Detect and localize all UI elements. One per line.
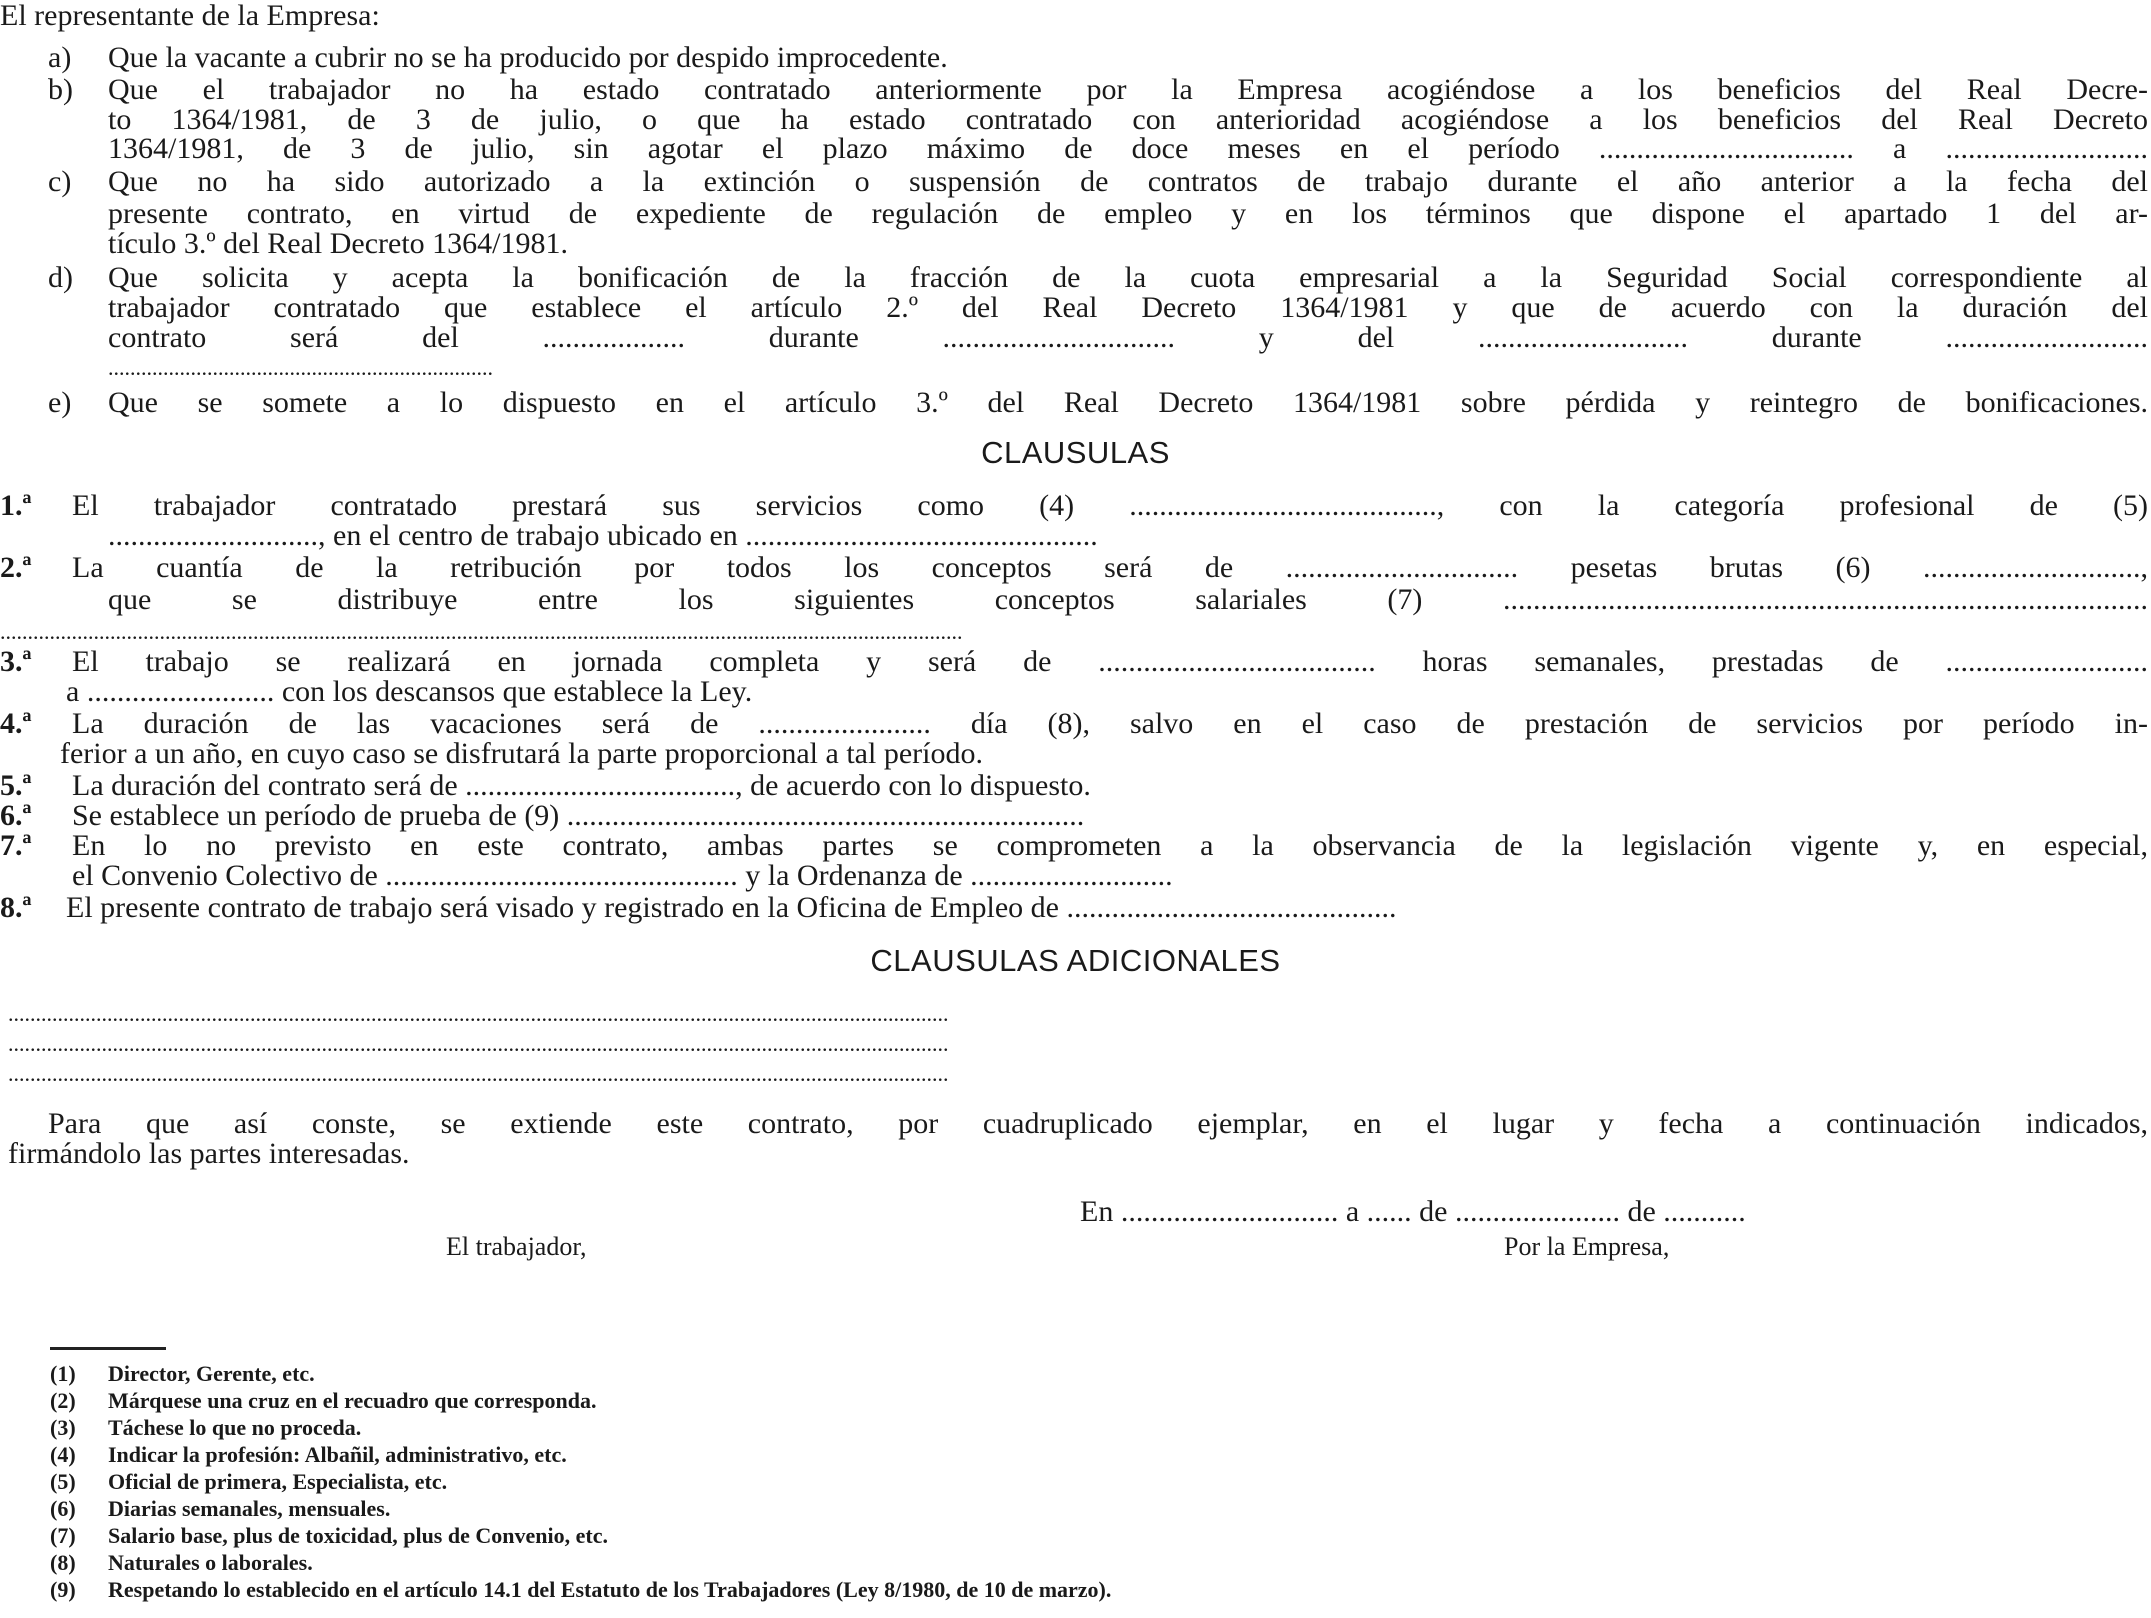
clausula-label: 2.ª — [0, 551, 32, 584]
clausula-2-line3 — [0, 616, 2151, 648]
clausula-1-line2 — [0, 520, 2151, 552]
declaration-text: to 1364/1981, de 3 de julio, o que ha estado contratado con anterioridad acogiéndose a los beneficios del Real Decreto — [108, 104, 2148, 136]
footnote-text: Respetando lo establecido en el artículo 14.1 del Estatuto de los Trabajadores (Ley 8/1980, de 10 de marzo). — [108, 1577, 1112, 1602]
clausula-label: 8.ª — [0, 891, 32, 924]
declaration-text: Que solicita y acepta la bonificación de la fracción de la cuota empresarial a la Seguridad Social correspondiente al — [108, 262, 2148, 294]
footnote-number: (9) — [50, 1577, 76, 1602]
clausula-text: ............................................................................................................................................................................... — [0, 619, 963, 644]
clausula-text: La cuantía de la retribución por todos los conceptos será de ............................... pesetas brutas (6) ............................., — [72, 552, 2148, 584]
footnote-text: Indicar la profesión: Albañil, administrativo, etc. — [108, 1442, 567, 1467]
clausula-label: 1.ª — [0, 489, 32, 522]
adicional-line — [0, 1058, 2151, 1090]
footnote-text: Naturales o laborales. — [108, 1550, 313, 1575]
dotted-line: ........................................................................................................................................................................... — [8, 1061, 949, 1086]
declaration-text: tículo 3.º del Real Decreto 1364/1981. — [108, 227, 569, 260]
clausula-8 — [0, 892, 2151, 924]
declaration-label: b) — [48, 73, 73, 106]
clausula-label: 6.ª — [0, 799, 32, 832]
clausula-label: 4.ª — [0, 707, 32, 740]
footnote — [50, 1523, 608, 1549]
clausula-text: El trabajador contratado prestará sus servicios como (4) ........................................., con la categoría profesional de (5) — [72, 490, 2148, 522]
closing-text: firmándolo las partes interesadas. — [8, 1137, 410, 1170]
clausula-text: Se establece un período de prueba de (9) ..................................................................... — [72, 799, 1085, 832]
clausula-text: La duración de las vacaciones será de ....................... día (8), salvo en el caso de prestación de servicios por período in- — [72, 708, 2148, 740]
closing-line-1 — [0, 1108, 2151, 1140]
dotted-line: ........................................................................................................................................................................... — [8, 1031, 949, 1056]
declaration-text: 1364/1981, de 3 de julio, sin agotar el plazo máximo de doce meses en el período .................................. a ........................... — [108, 133, 2148, 165]
clausula-5 — [0, 770, 2151, 802]
clausula-label: 7.ª — [0, 829, 32, 862]
footnote — [50, 1550, 313, 1576]
clausula-text: a ......................... con los descansos que establece la Ley. — [66, 675, 753, 708]
declaration-text: ...................................................................... — [108, 355, 493, 380]
declaration-text: trabajador contratado que establece el artículo 2.º del Real Decreto 1364/1981 y que de acuerdo con la duración del — [108, 292, 2148, 324]
clausula-4-line2 — [0, 738, 2151, 770]
footnote-number: (8) — [50, 1550, 76, 1575]
clausula-3 — [0, 646, 2151, 678]
clausula-label: 5.ª — [0, 769, 32, 802]
declaration-c-line3 — [0, 228, 2151, 260]
declaration-label: c) — [48, 165, 72, 198]
clausula-2 — [0, 552, 2151, 584]
footnote-number: (7) — [50, 1523, 76, 1548]
clausula-1 — [0, 490, 2151, 522]
dotted-line: ........................................................................................................................................................................... — [8, 1001, 949, 1026]
clausula-2-line2 — [0, 584, 2151, 616]
footnote — [50, 1469, 447, 1495]
declaration-c-line2 — [0, 198, 2151, 230]
clausulas-heading: CLAUSULAS — [981, 435, 1170, 470]
declaration-text: Que el trabajador no ha estado contratado anteriormente por la Empresa acogiéndose a los beneficios del Real Decre- — [108, 74, 2148, 106]
clausula-3-line2 — [0, 676, 2151, 708]
footnote-text: Director, Gerente, etc. — [108, 1361, 315, 1386]
clausula-4 — [0, 708, 2151, 740]
clausula-7-line2 — [0, 860, 2151, 892]
closing-text: Para que así conste, se extiende este contrato, por cuadruplicado ejemplar, en el lugar y fecha a continuación indicados, — [48, 1108, 2148, 1140]
clausula-6 — [0, 800, 2151, 832]
footnote-divider — [50, 1347, 166, 1350]
signature-company: Por la Empresa, — [1504, 1232, 1670, 1261]
clausula-text: El trabajo se realizará en jornada completa y será de ..................................... horas semanales, prestadas de ........................... — [72, 646, 2148, 678]
clausula-text: ferior a un año, en cuyo caso se disfrutará la parte proporcional a tal período. — [60, 737, 983, 770]
clausula-text: La duración del contrato será de ...................................., de acuerdo con lo dispuesto. — [72, 769, 1091, 802]
declaration-c — [0, 166, 2151, 198]
footnote — [50, 1442, 567, 1468]
declaration-d-line2 — [0, 292, 2151, 324]
declaration-d — [0, 262, 2151, 294]
declaration-e — [0, 387, 2151, 419]
declaration-text: Que se somete a lo dispuesto en el artículo 3.º del Real Decreto 1364/1981 sobre pérdida y reintegro de bonificaciones. — [108, 387, 2148, 419]
closing-line-2 — [0, 1138, 2151, 1170]
adicional-line — [0, 998, 2151, 1030]
footnote-number: (1) — [50, 1361, 76, 1386]
declaration-text: contrato será del ................... durante ............................... y del ............................ durante ........................... — [108, 322, 2148, 354]
footnote — [50, 1577, 1111, 1603]
place-date-line — [0, 1196, 2151, 1228]
signature-worker: El trabajador, — [446, 1232, 587, 1261]
clausula-7 — [0, 830, 2151, 862]
intro-line — [0, 0, 2151, 32]
footnote — [50, 1496, 390, 1522]
place-date: En ............................. a ...... de ...................... de ........... — [1080, 1195, 1746, 1228]
declaration-label: e) — [48, 386, 72, 419]
footnote-number: (5) — [50, 1469, 76, 1494]
adicional-line — [0, 1028, 2151, 1060]
declaration-label: d) — [48, 261, 73, 294]
intro-text: El representante de la Empresa: — [0, 0, 380, 32]
clausula-text: El presente contrato de trabajo será visado y registrado en la Oficina de Empleo de ............................................ — [66, 891, 1397, 924]
footnote-text: Táchese lo que no proceda. — [108, 1415, 362, 1440]
footnote — [50, 1361, 315, 1387]
declaration-a — [0, 42, 2151, 74]
footnote-text: Salario base, plus de toxicidad, plus de Convenio, etc. — [108, 1523, 608, 1548]
declaration-text: Que la vacante a cubrir no se ha producido por despido improcedente. — [108, 42, 948, 74]
footnote — [50, 1388, 596, 1414]
declaration-d-line4 — [0, 352, 2151, 384]
footnote — [50, 1415, 361, 1441]
declaration-b-line2 — [0, 104, 2151, 136]
clausulas-adicionales-heading: CLAUSULAS ADICIONALES — [870, 943, 1281, 978]
clausula-text: el Convenio Colectivo de ............................................... y la Ordenanza de ........................... — [72, 859, 1173, 892]
declaration-text: presente contrato, en virtud de expediente de regulación de empleo y en los términos que dispone el apartado 1 del ar- — [108, 198, 2148, 230]
declaration-d-line3 — [0, 322, 2151, 354]
footnote-text: Márquese una cruz en el recuadro que corresponda. — [108, 1388, 597, 1413]
declaration-b-line3 — [0, 133, 2151, 165]
declaration-text: Que no ha sido autorizado a la extinción o suspensión de contratos de trabajo durante el año anterior a la fecha del — [108, 166, 2148, 198]
footnote-text: Oficial de primera, Especialista, etc. — [108, 1469, 448, 1494]
footnote-number: (4) — [50, 1442, 76, 1467]
footnote-number: (3) — [50, 1415, 76, 1440]
footnote-number: (6) — [50, 1496, 76, 1521]
clausula-text: que se distribuye entre los siguientes conceptos salariales (7) ...................................................................................... — [108, 584, 2148, 616]
clausula-label: 3.ª — [0, 645, 32, 678]
footnote-text: Diarias semanales, mensuales. — [108, 1496, 391, 1521]
declaration-label: a) — [48, 41, 72, 74]
declaration-b — [0, 74, 2151, 106]
clausula-text: ............................, en el centro de trabajo ubicado en ............................................... — [108, 519, 1098, 552]
clausula-text: En lo no previsto en este contrato, ambas partes se comprometen a la observancia de la legislación vigente y, en especial, — [72, 830, 2148, 862]
footnote-number: (2) — [50, 1388, 76, 1413]
